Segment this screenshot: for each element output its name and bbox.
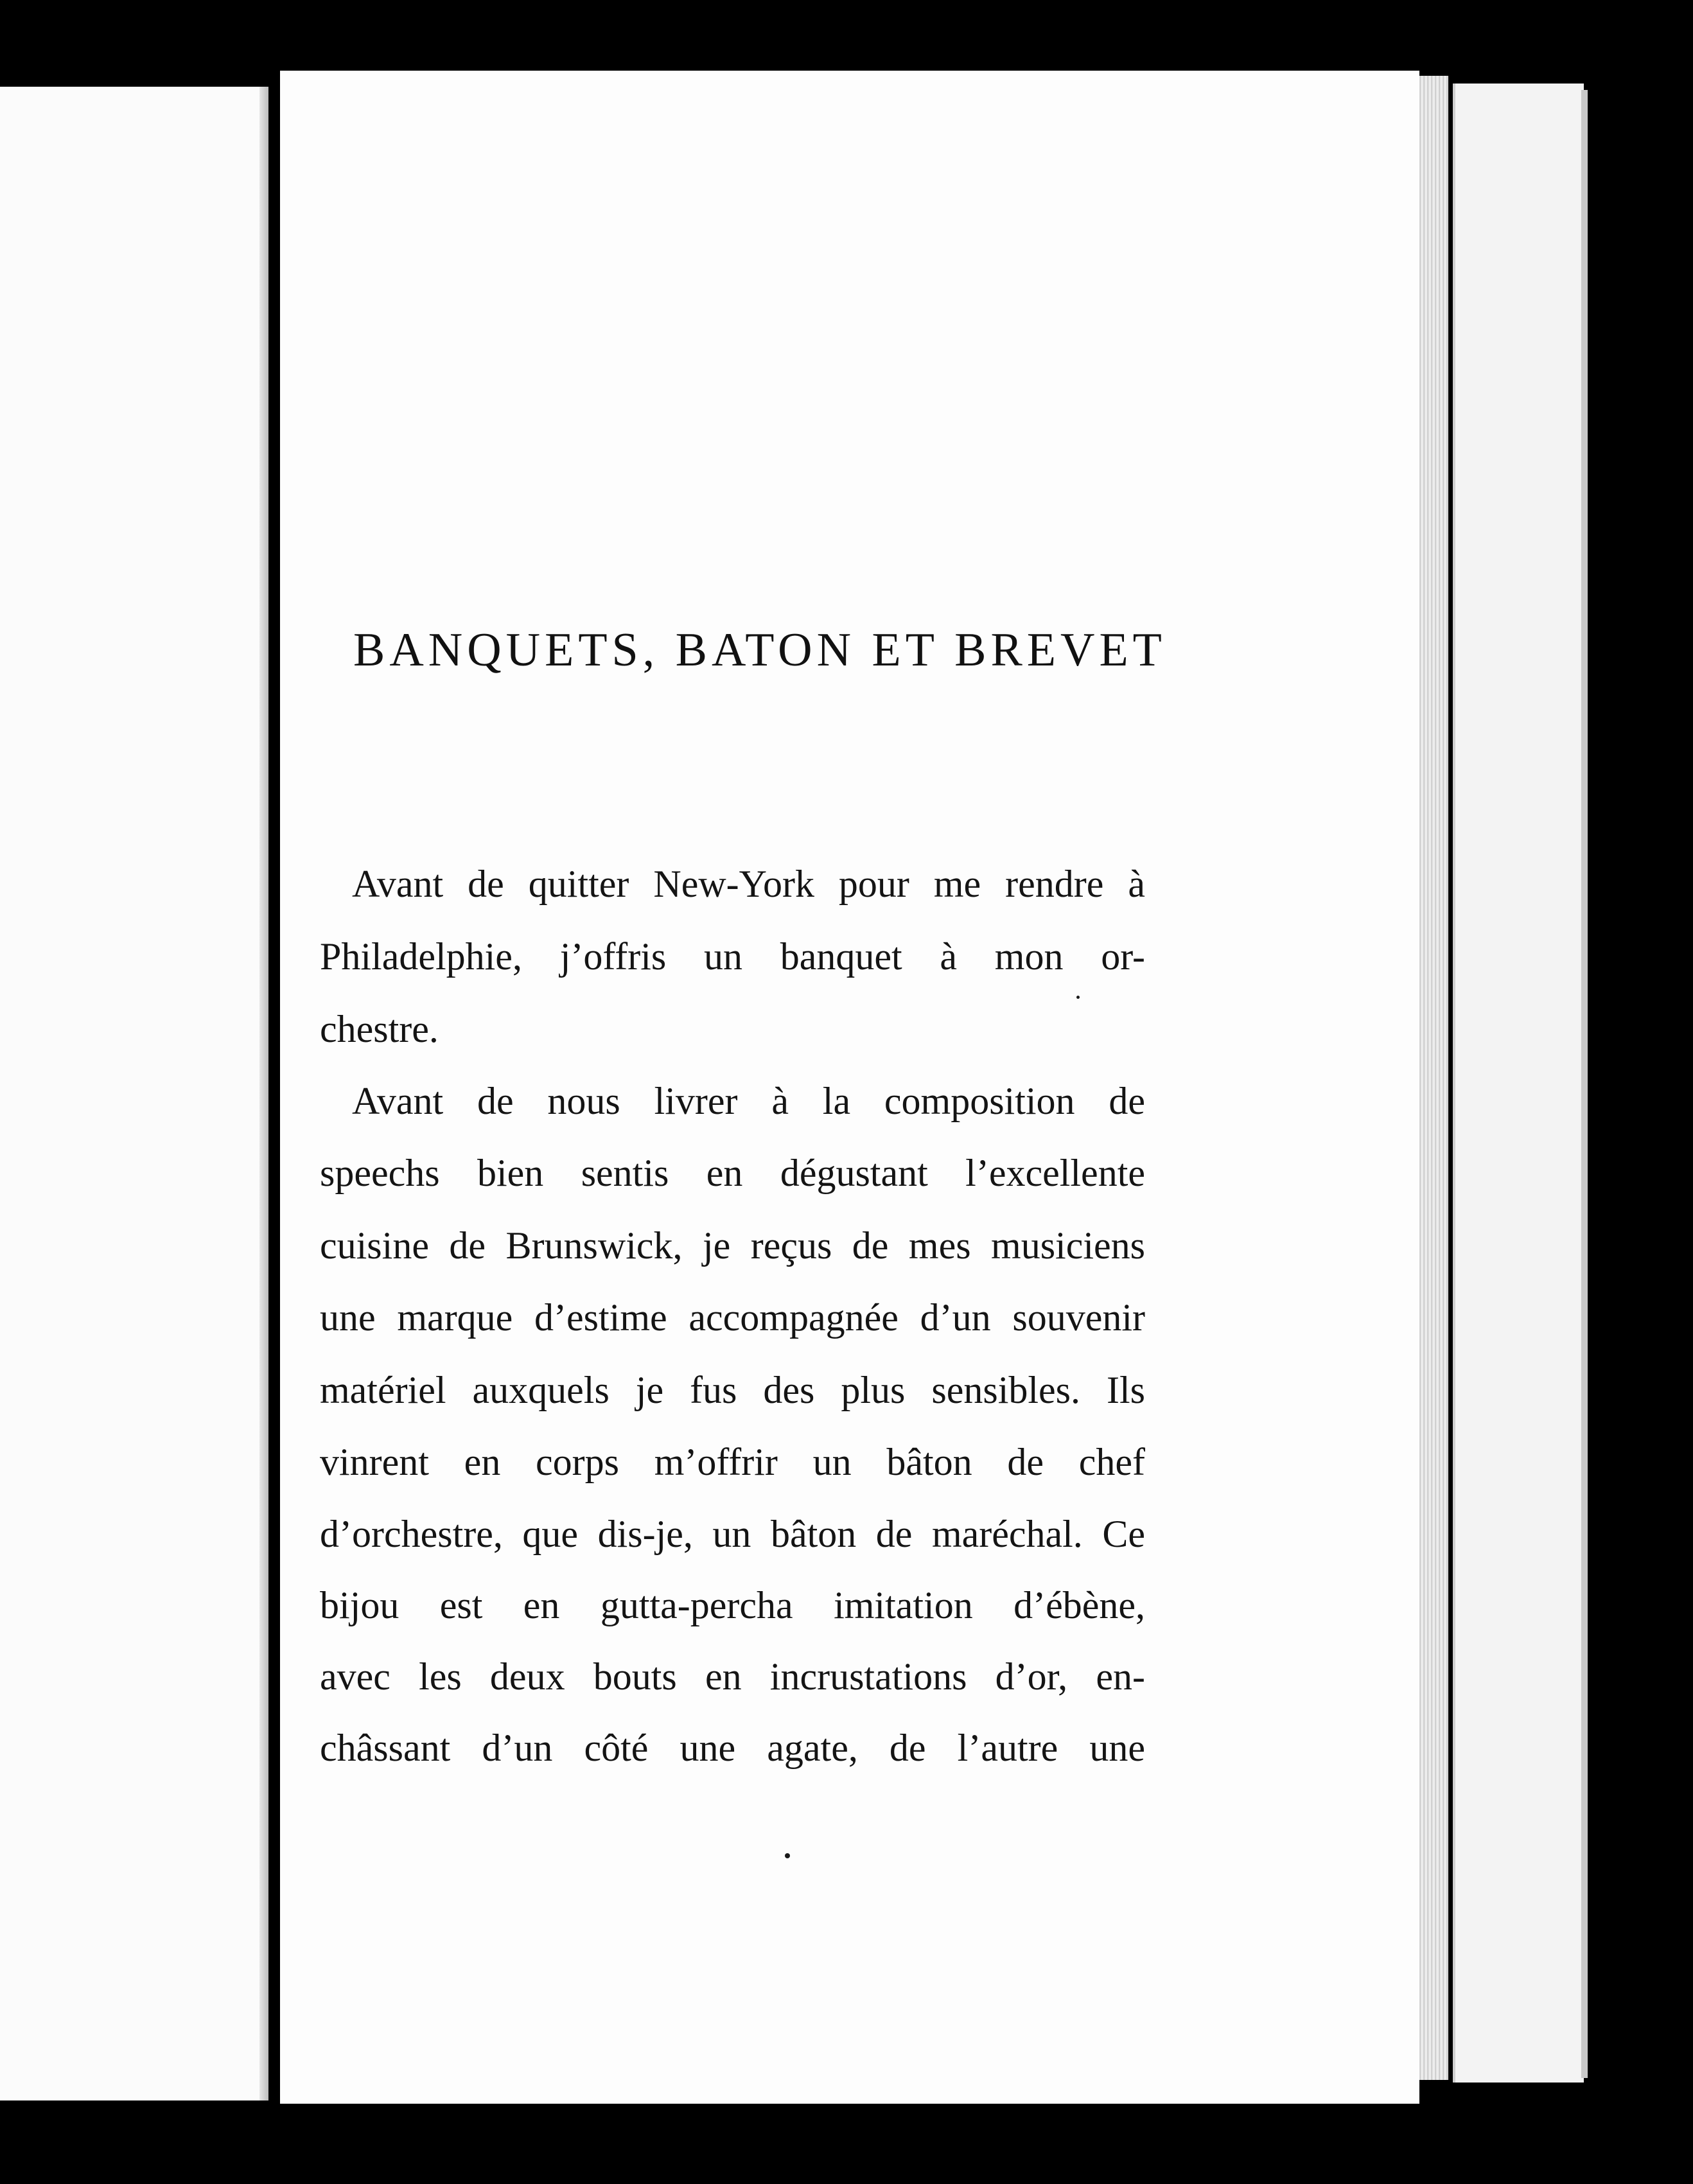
text-line: matériel auxquels je fus des plus sensibles. Ils bbox=[320, 1369, 1145, 1411]
text-line: d’orchestre, que dis-je, un bâton de maréchal. Ce bbox=[320, 1513, 1145, 1555]
text-line: une marque d’estime accompagnée d’un souvenir bbox=[320, 1296, 1145, 1339]
text-line: bijou est en gutta-percha imitation d’ébène, bbox=[320, 1584, 1145, 1626]
cover-edge bbox=[1581, 90, 1588, 2078]
facing-page bbox=[0, 87, 268, 2100]
text-line: Avant de quitter New-York pour me rendre à bbox=[352, 863, 1145, 905]
text-line: avec les deux bouts en incrustations d’or, en- bbox=[320, 1655, 1145, 1698]
chapter-title: BANQUETS, BATON ET BREVET bbox=[353, 624, 1166, 676]
text-line: chestre. bbox=[320, 1008, 439, 1050]
text-line: speechs bien sentis en dégustant l’excellente bbox=[320, 1152, 1145, 1194]
back-cover bbox=[1453, 84, 1584, 2083]
ink-speck bbox=[1076, 996, 1080, 999]
text-line: Philadelphie, j’offris un banquet à mon or- bbox=[320, 935, 1145, 978]
text-line: vinrent en corps m’offrir un bâton de chef bbox=[320, 1441, 1145, 1483]
text-line: Avant de nous livrer à la composition de bbox=[352, 1080, 1145, 1122]
text-line: châssant d’un côté une agate, de l’autre une bbox=[320, 1727, 1145, 1769]
ink-speck bbox=[785, 1853, 790, 1858]
text-line: cuisine de Brunswick, je reçus de mes musiciens bbox=[320, 1224, 1145, 1267]
book-gutter bbox=[259, 87, 268, 2100]
